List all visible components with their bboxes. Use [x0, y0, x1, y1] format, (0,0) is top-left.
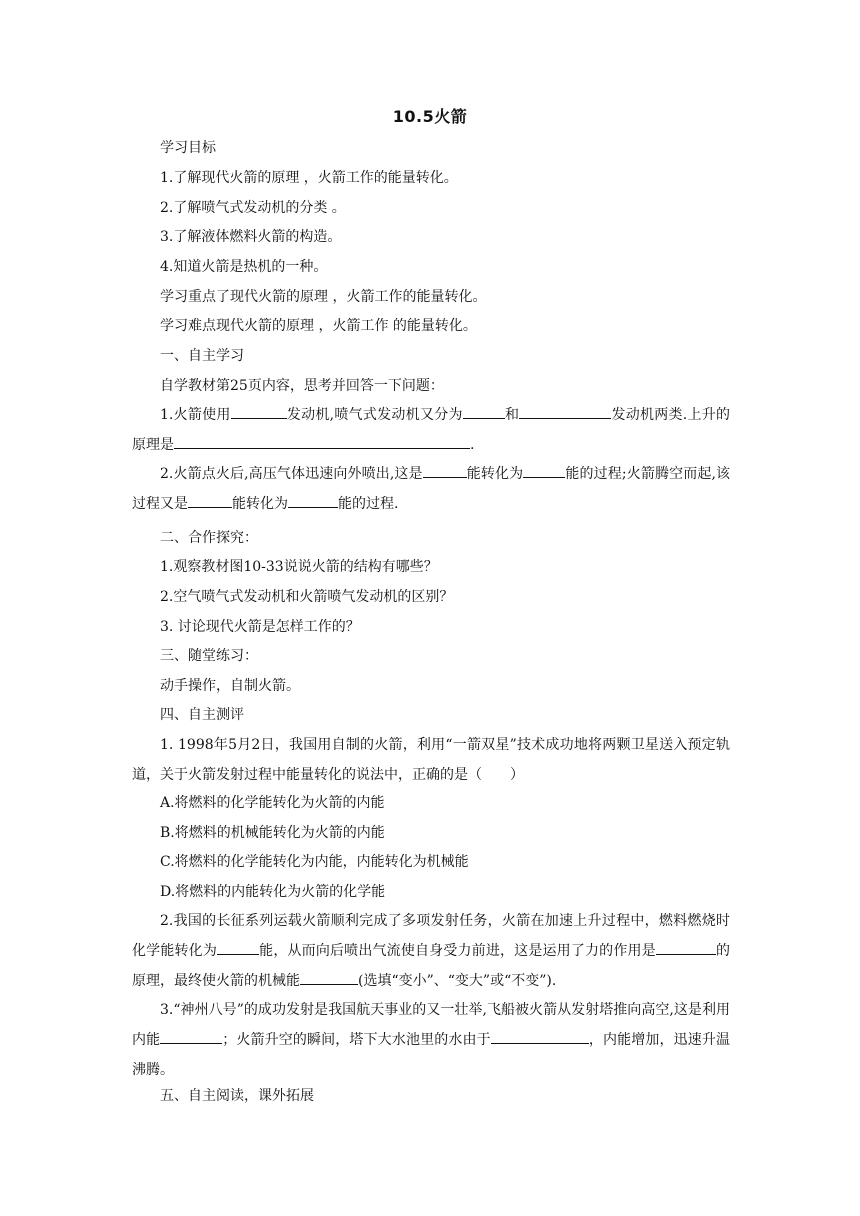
goals-heading: 学习目标	[160, 140, 216, 156]
blank	[188, 492, 232, 508]
difficult-point: 学习难点现代火箭的原理 ，火箭工作 的能量转化。	[160, 318, 477, 334]
section1-heading: 一、自主学习	[160, 348, 244, 364]
section2-item: 3. 讨论现代火箭是怎样工作的？	[160, 619, 360, 635]
blank	[656, 939, 716, 955]
blank	[160, 1028, 222, 1044]
section2-heading: 二、合作探究：	[160, 530, 258, 546]
blank	[174, 433, 470, 449]
answer-option-d: D.将燃料的内能转化为火箭的化学能	[160, 884, 386, 900]
section1-intro: 自学教材第25页内容，思考并回答一下问题：	[160, 378, 444, 394]
section3-heading: 三、随堂练习：	[160, 648, 258, 664]
section4-heading: 四、自主测评	[160, 707, 244, 723]
section4-question-1: 1. 1998年5月2日，我国用自制的火箭，利用“一箭双星”技术成功地将两颗卫星送入预定轨道，关于火箭发射过程中能量转化的说法中，正确的是（ ）	[132, 737, 730, 783]
section2-item: 1.观察教材图10-33说说火箭的结构有哪些？	[160, 559, 438, 575]
goal-item: 3.了解液体燃料火箭的构造。	[160, 229, 342, 245]
section3-text: 动手操作，自制火箭。	[160, 678, 300, 694]
blank	[423, 462, 467, 478]
section5-heading: 五、自主阅读，课外拓展	[160, 1088, 314, 1104]
blank	[300, 969, 358, 985]
section1-question-1: 1.火箭使用 发动机,喷气式发动机又分为 和 发动机两类.上升的原理是 .	[132, 400, 730, 460]
goal-item: 1.了解现代火箭的原理 ，火箭工作的能量转化。	[160, 170, 458, 186]
blank	[463, 403, 505, 419]
section1-question-2: 2.火箭点火后,高压气体迅速向外喷出,这是 能转化为 能的过程;火箭腾空而起,该过程又是 能转化为 能的过程.	[132, 459, 730, 519]
blank	[231, 403, 287, 419]
key-point: 学习重点了现代火箭的原理 ，火箭工作的能量转化。	[160, 289, 487, 305]
page-title: 10.5火箭	[392, 107, 468, 126]
blank	[288, 492, 338, 508]
answer-option-c: C.将燃料的化学能转化为内能，内能转化为机械能	[160, 854, 469, 870]
section4-question-3: 3.“神州八号”的成功发射是我国航天事业的又一壮举,飞船被火箭从发射塔推向高空,这是利用内能 ；火箭升空的瞬间，塔下大水池里的水由于 ，内能增加，迅速升温沸腾。	[132, 1002, 731, 1078]
goal-item: 2.了解喷气式发动机的分类 。	[160, 200, 346, 216]
section4-question-2: 2.我国的长征系列运载火箭顺利完成了多项发射任务，火箭在加速上升过程中，燃料燃烧时化学能转化为 能，从而向后喷出气流使自身受力前进，这是运用了力的作用是 的原理，最终使火箭的机械能 (选填“变小”、“变大”或“不变”).	[132, 913, 731, 989]
answer-option-b: B.将燃料的机械能转化为火箭的内能	[160, 825, 385, 841]
answer-option-a: A.将燃料的化学能转化为火箭的内能	[160, 795, 385, 811]
blank	[491, 1028, 589, 1044]
blank	[519, 403, 611, 419]
blank	[523, 462, 565, 478]
goal-item: 4.知道火箭是热机的一种。	[160, 259, 328, 275]
blank	[217, 939, 259, 955]
section2-item: 2.空气喷气式发动机和火箭喷气发动机的区别？	[160, 589, 454, 605]
